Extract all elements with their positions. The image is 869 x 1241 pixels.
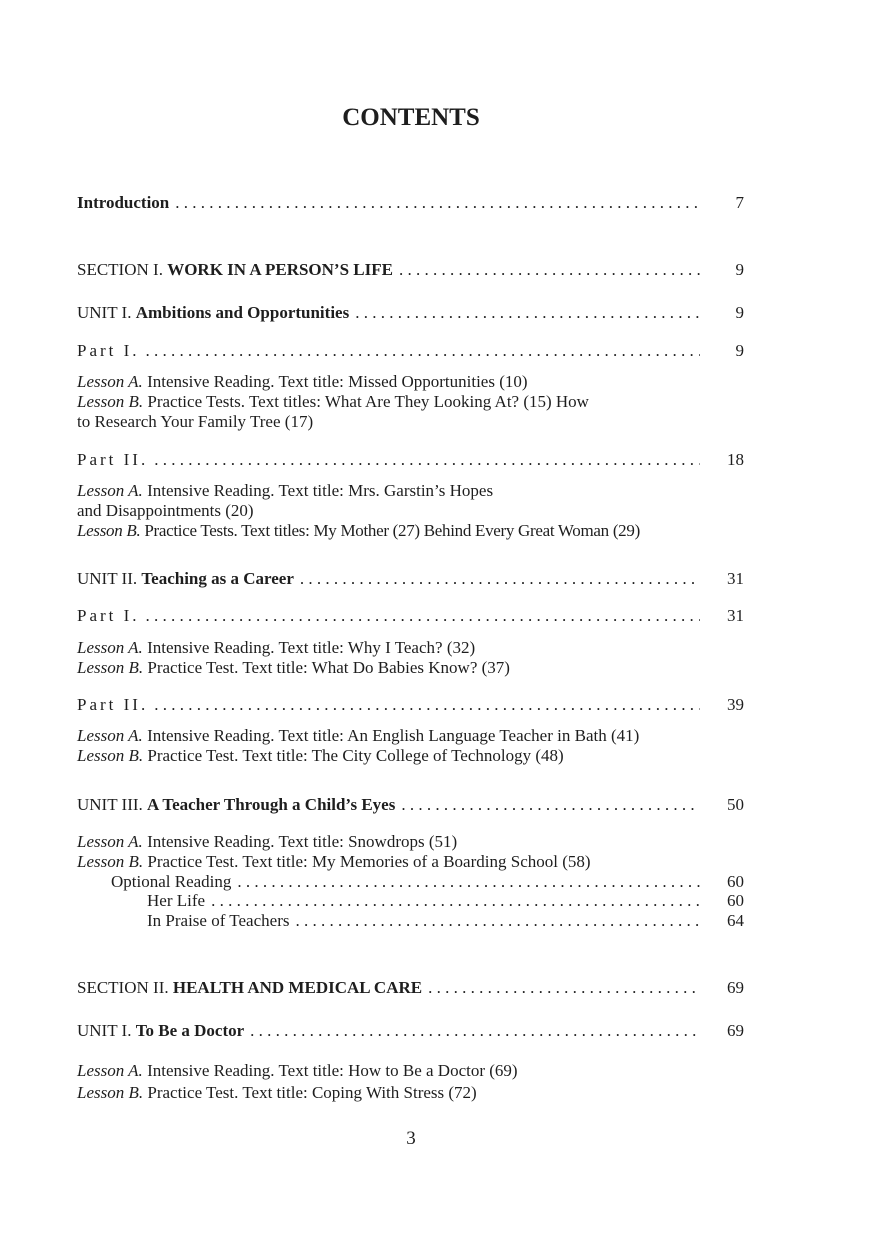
toc-page: 50: [727, 795, 744, 814]
toc-page: 18: [727, 450, 744, 469]
toc-label: Part I.: [77, 606, 140, 625]
toc-entry-unit-1[interactable]: [77, 1021, 744, 1041]
leader-dots: [399, 260, 700, 280]
toc-page: 9: [735, 303, 744, 322]
toc-page: 60: [727, 891, 744, 910]
toc-label: Part II.: [77, 450, 149, 469]
toc-label: Part II.: [77, 695, 149, 714]
lesson-list: [77, 638, 717, 678]
lesson-line: Lesson B. Practice Tests. Text titles: What Are They Looking At? (15) How: [77, 392, 589, 411]
leader-dots: [295, 911, 700, 931]
lesson-line: Lesson B. Practice Test. Text title: The City College of Technology (48): [77, 746, 564, 765]
toc-label: SECTION I. WORK IN A PERSON’S LIFE: [77, 260, 393, 279]
leader-dots: [154, 450, 700, 470]
leader-dots: [401, 795, 700, 815]
lesson-line: and Disappointments (20): [77, 501, 254, 520]
toc-page: 64: [727, 911, 744, 930]
leader-dots: [355, 303, 700, 323]
toc-label: In Praise of Teachers: [147, 911, 290, 930]
lesson-line: Lesson A. Intensive Reading. Text title: Snowdrops (51): [77, 832, 458, 851]
toc-page: 60: [727, 872, 744, 891]
toc-page: 31: [727, 606, 744, 625]
lesson-line: Lesson A. Intensive Reading. Text title: An English Language Teacher in Bath (41): [77, 726, 640, 745]
leader-dots: [146, 341, 700, 361]
leader-dots: [175, 193, 700, 213]
lesson-line: Lesson B. Practice Tests. Text titles: My Mother (27) Behind Every Great Woman (29): [77, 521, 640, 540]
toc-page: 69: [727, 1021, 744, 1040]
toc-entry-her-life[interactable]: [147, 891, 744, 911]
toc-page: 9: [735, 260, 744, 279]
leader-dots: [300, 569, 700, 589]
page-number: 3: [406, 1128, 416, 1149]
leader-dots: [237, 872, 700, 892]
lesson-line: Lesson B. Practice Test. Text title: What Do Babies Know? (37): [77, 658, 510, 677]
toc-label: Part I.: [77, 341, 140, 360]
toc-page: 69: [727, 978, 744, 997]
toc-entry-unit-2[interactable]: [77, 569, 744, 589]
toc-entry-unit-1[interactable]: [77, 303, 744, 323]
toc-label: UNIT II. Teaching as a Career: [77, 569, 294, 588]
lesson-line: Lesson B. Practice Test. Text title: My Memories of a Boarding School (58): [77, 852, 591, 871]
toc-entry-unit-3[interactable]: [77, 795, 744, 815]
toc-entry-part-1[interactable]: [77, 606, 744, 626]
toc-entry-part-2[interactable]: [77, 695, 744, 715]
lesson-line: Lesson B. Practice Test. Text title: Coping With Stress (72): [77, 1083, 477, 1102]
toc-entry-part-2[interactable]: [77, 450, 744, 470]
lesson-list: [77, 481, 717, 541]
toc-page: 39: [727, 695, 744, 714]
toc-entry-part-1[interactable]: [77, 341, 744, 361]
leader-dots: [428, 978, 700, 998]
toc-label: Introduction: [77, 193, 170, 212]
leader-dots: [154, 695, 700, 715]
lesson-line: to Research Your Family Tree (17): [77, 412, 314, 431]
leader-dots: [250, 1021, 700, 1041]
lesson-line: Lesson A. Intensive Reading. Text title: Mrs. Garstin’s Hopes: [77, 481, 494, 500]
toc-entry-introduction[interactable]: [77, 193, 744, 213]
toc-label: UNIT I. Ambitions and Opportunities: [77, 303, 350, 322]
toc-entry-section-2[interactable]: [77, 978, 744, 998]
toc-page: 31: [727, 569, 744, 588]
lesson-list: [77, 1060, 717, 1104]
page-title: CONTENTS: [342, 104, 480, 131]
toc-entry-section-1[interactable]: [77, 260, 744, 280]
toc-entry-in-praise-of-teachers[interactable]: [147, 911, 744, 931]
lesson-list: [77, 832, 717, 872]
lesson-line: Lesson A. Intensive Reading. Text title: How to Be a Doctor (69): [77, 1061, 518, 1080]
lesson-list: [77, 372, 717, 432]
lesson-list: [77, 726, 744, 766]
lesson-line: Lesson A. Intensive Reading. Text title: Missed Opportunities (10): [77, 372, 528, 391]
leader-dots: [146, 606, 700, 626]
toc-label: UNIT III. A Teacher Through a Child’s Eyes: [77, 795, 396, 814]
toc-label: UNIT I. To Be a Doctor: [77, 1021, 245, 1040]
leader-dots: [211, 891, 700, 911]
toc-page: 9: [735, 341, 744, 360]
lesson-line: Lesson A. Intensive Reading. Text title: Why I Teach? (32): [77, 638, 476, 657]
toc-entry-optional-reading[interactable]: [111, 872, 744, 892]
toc-label: SECTION II. HEALTH AND MEDICAL CARE: [77, 978, 423, 997]
toc-label: Optional Reading: [111, 872, 232, 891]
toc-label: Her Life: [147, 891, 206, 910]
toc-page: 7: [735, 193, 744, 212]
